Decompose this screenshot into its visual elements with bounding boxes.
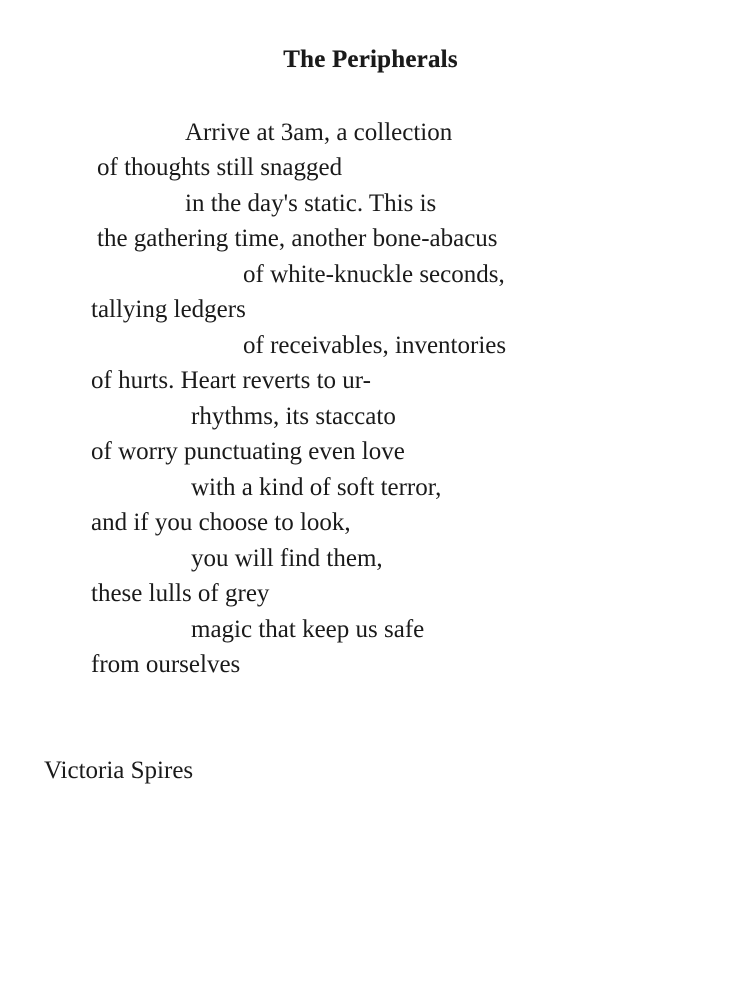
poem-line: with a kind of soft terror, <box>191 474 442 501</box>
poem-line: Arrive at 3am, a collection <box>185 119 453 146</box>
poem-line: of thoughts still snagged <box>97 154 343 181</box>
poem-line: tallying ledgers <box>91 296 246 323</box>
poem-line: of white-knuckle seconds, <box>243 261 505 288</box>
poem-line: rhythms, its staccato <box>191 403 396 430</box>
poem-line: of worry punctuating even love <box>91 438 405 465</box>
poem-line: of hurts. Heart reverts to ur- <box>91 367 371 394</box>
author-name: Victoria Spires <box>44 757 194 784</box>
poem-line: you will find them, <box>191 545 383 572</box>
poem-line: magic that keep us safe <box>191 616 425 643</box>
poem-line: the gathering time, another bone-abacus <box>97 225 498 252</box>
poem-title: The Peripherals <box>283 46 458 73</box>
poem-line: in the day's static. This is <box>185 190 437 217</box>
poem-line: these lulls of grey <box>91 580 270 607</box>
poem-line: from ourselves <box>91 651 241 678</box>
poem-line: and if you choose to look, <box>91 509 351 536</box>
poem-line: of receivables, inventories <box>243 332 507 359</box>
